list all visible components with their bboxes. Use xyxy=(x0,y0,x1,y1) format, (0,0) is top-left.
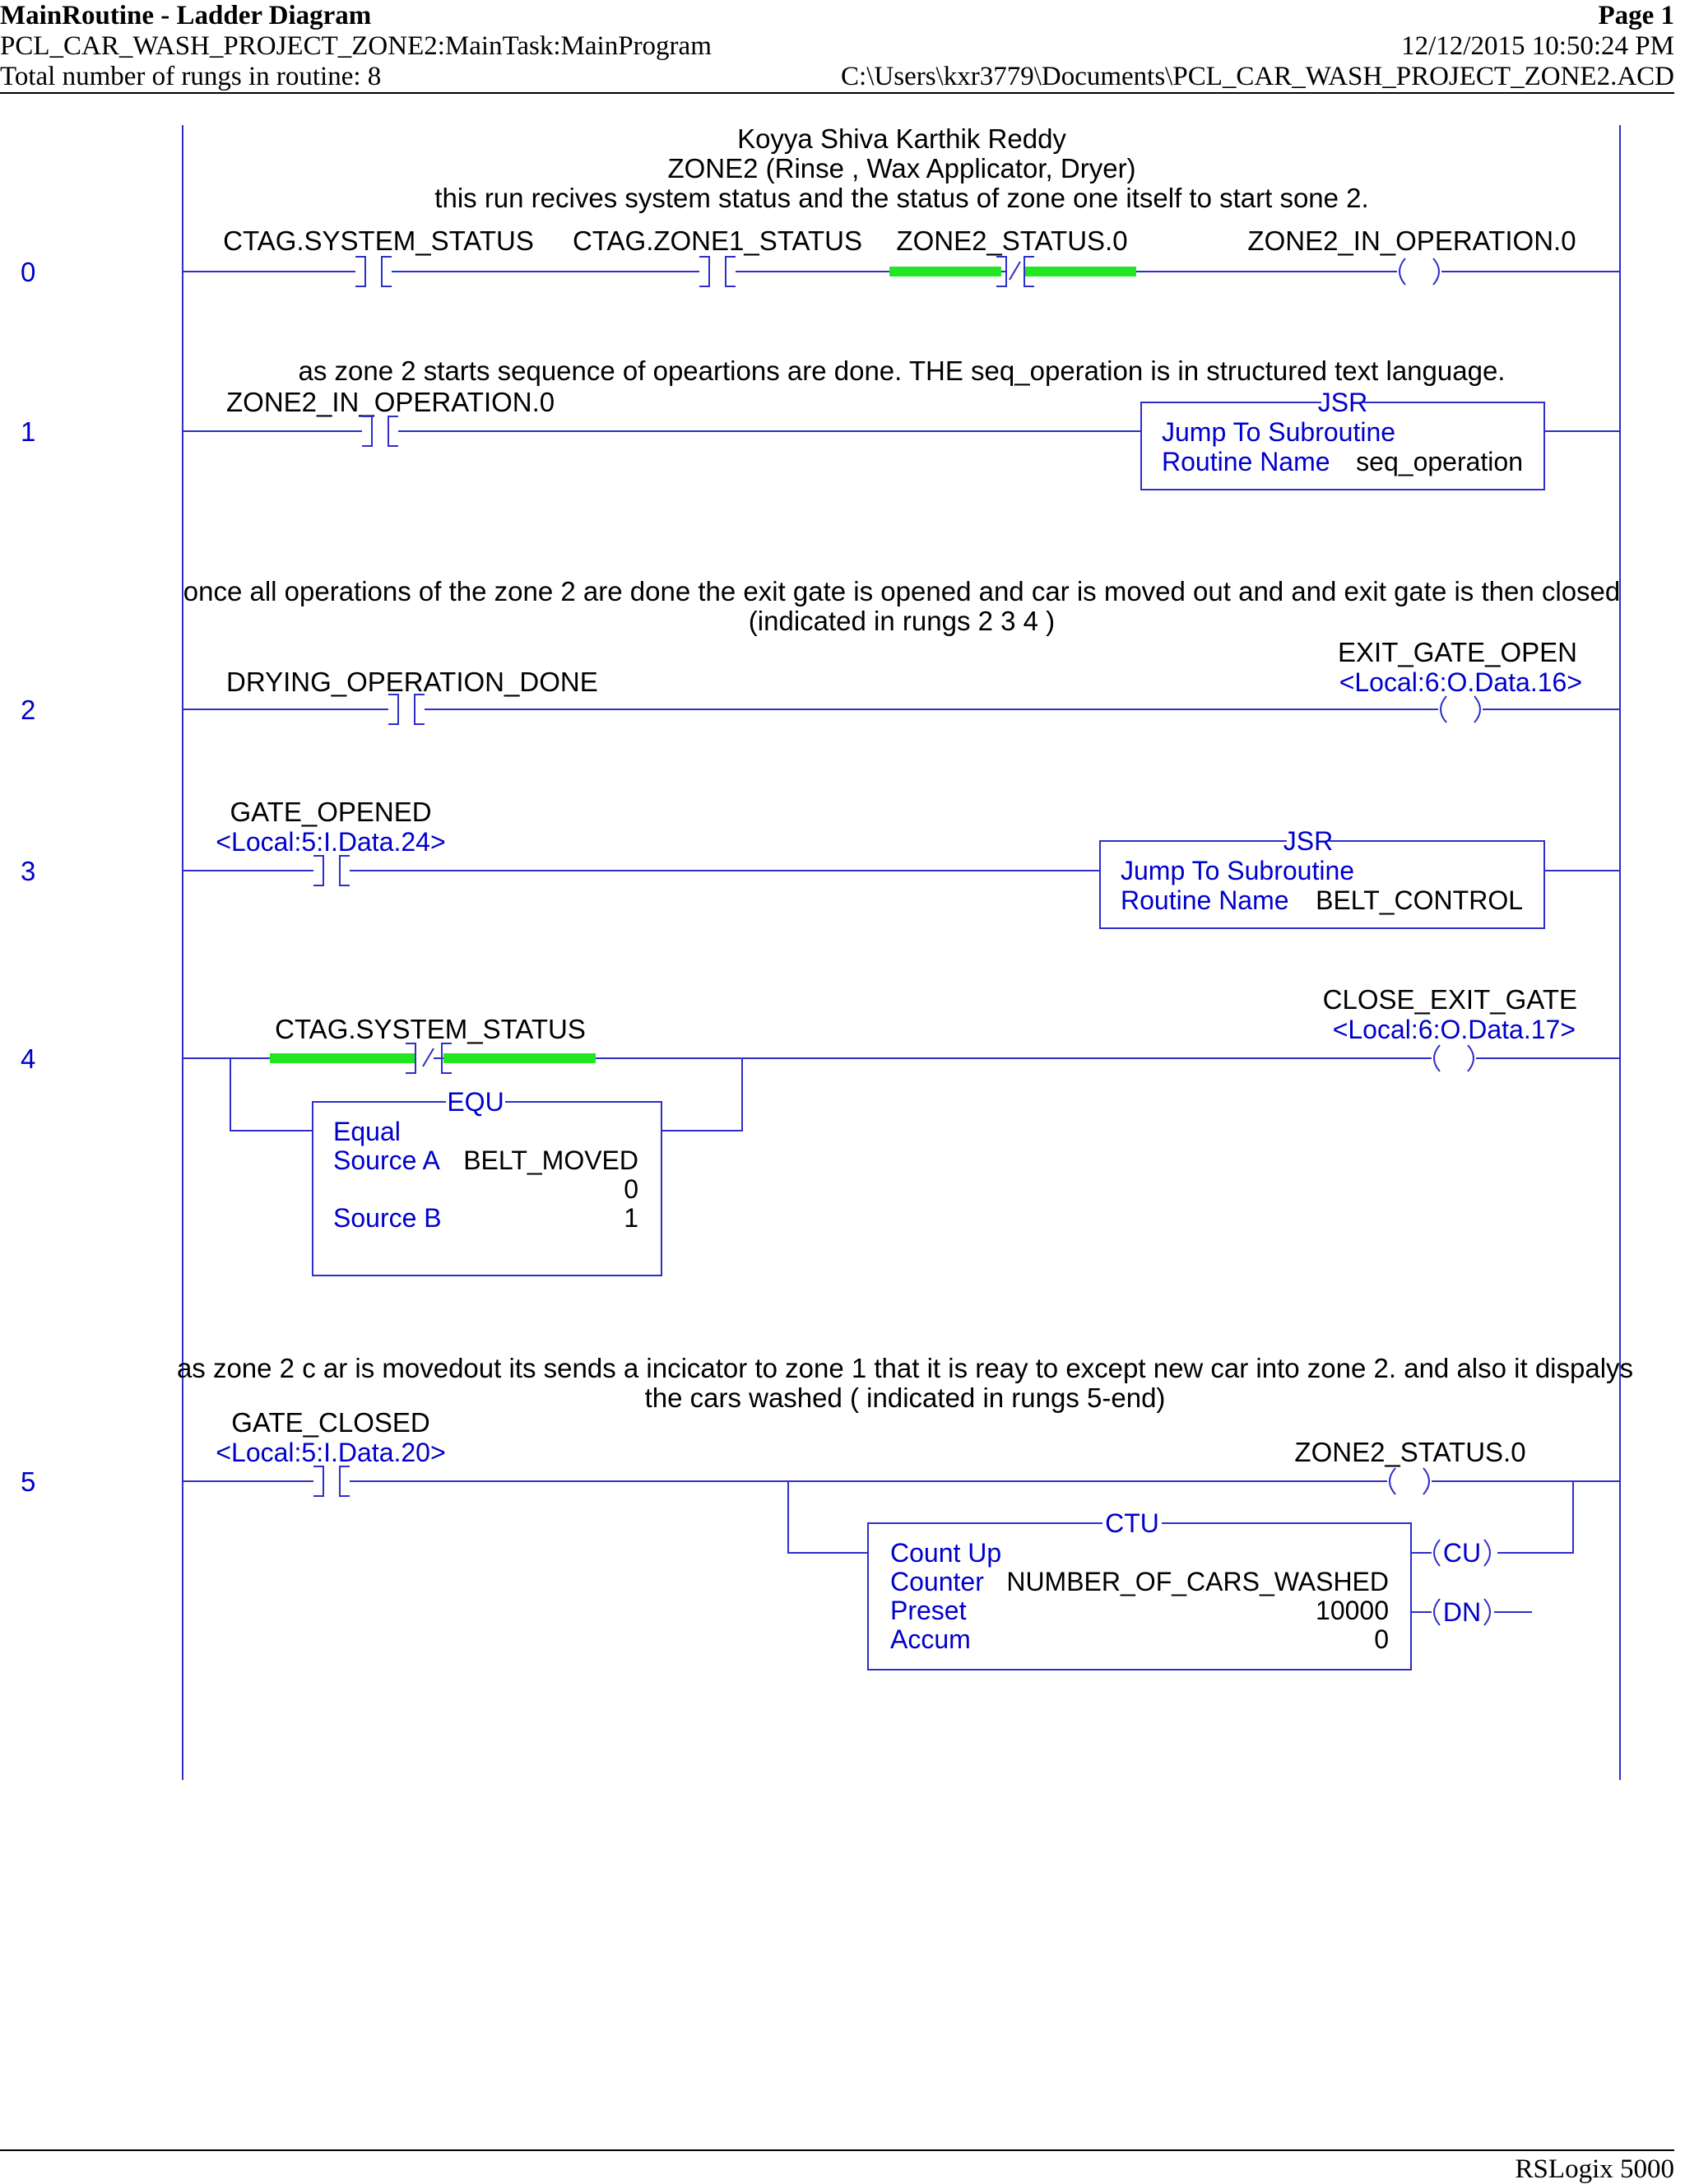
jsr-instruction[interactable] xyxy=(1100,826,1544,928)
rung-comment-line: ZONE2 (Rinse , Wax Applicator, Dryer) xyxy=(667,153,1136,184)
preset-label: Preset xyxy=(890,1596,967,1625)
footer-divider xyxy=(0,2149,1674,2151)
source-b-label: Source B xyxy=(333,1203,442,1233)
contact-tag: ZONE2_STATUS.0 xyxy=(896,225,1128,256)
xic-contact[interactable] xyxy=(216,797,445,885)
coil-address: <Local:6:O.Data.16> xyxy=(1339,667,1582,697)
coil-tag: EXIT_GATE_OPEN xyxy=(1338,637,1577,667)
rung-2[interactable] xyxy=(21,576,1620,725)
branch-wire xyxy=(788,1481,868,1553)
rung-count: Total number of rungs in routine: 8 xyxy=(0,62,382,91)
accum-value: 0 xyxy=(1374,1624,1389,1654)
instruction-title: EQU xyxy=(447,1087,504,1117)
cu-label: CU xyxy=(1442,1538,1482,1568)
accum-label: Accum xyxy=(890,1624,971,1654)
instruction-description: Jump To Subroutine xyxy=(1121,856,1355,885)
branch-wire xyxy=(661,1058,742,1131)
contact-tag: DRYING_OPERATION_DONE xyxy=(226,667,598,697)
jsr-instruction[interactable] xyxy=(1141,388,1544,490)
rung-1[interactable] xyxy=(21,355,1620,490)
xic-contact[interactable] xyxy=(226,667,598,724)
xio-contact[interactable] xyxy=(889,225,1136,286)
counter-label: Counter xyxy=(890,1567,984,1596)
source-a-tag: BELT_MOVED xyxy=(463,1145,638,1175)
xic-contact[interactable] xyxy=(223,225,534,286)
rung-3[interactable] xyxy=(21,797,1620,928)
program-path: PCL_CAR_WASH_PROJECT_ZONE2:MainTask:MainProgram xyxy=(0,31,712,61)
rung-5[interactable] xyxy=(21,1353,1633,1670)
dn-label: DN xyxy=(1442,1597,1482,1627)
cu-status-bit xyxy=(1411,1538,1490,1568)
contact-tag: ZONE2_IN_OPERATION.0 xyxy=(226,387,555,417)
contact-tag: CTAG.ZONE1_STATUS xyxy=(572,225,863,256)
coil-tag: ZONE2_STATUS.0 xyxy=(1294,1437,1526,1467)
xic-contact[interactable] xyxy=(226,387,555,446)
dn-status-bit xyxy=(1411,1597,1532,1627)
rung-number: 4 xyxy=(21,1043,36,1074)
rung-number: 3 xyxy=(21,856,36,886)
rung-comment-line: once all operations of the zone 2 are done the exit gate is opened and car is moved out and and exit gate is then closed xyxy=(183,576,1621,606)
routine-name-value: seq_operation xyxy=(1356,447,1523,476)
contact-tag: GATE_OPENED xyxy=(230,797,432,827)
coil-tag: CLOSE_EXIT_GATE xyxy=(1322,984,1577,1015)
xic-contact[interactable] xyxy=(573,225,862,286)
source-a-value: 0 xyxy=(624,1174,638,1204)
output-coil[interactable] xyxy=(1247,225,1576,285)
contact-address: <Local:5:I.Data.24> xyxy=(216,827,446,857)
instruction-title: JSR xyxy=(1283,826,1334,856)
rung-comment: as zone 2 starts sequence of opeartions are done. THE seq_operation is in structured text language. xyxy=(298,355,1506,386)
coil-address: <Local:6:O.Data.17> xyxy=(1332,1015,1576,1044)
rung-comment-line: the cars washed ( indicated in rungs 5-end) xyxy=(644,1382,1166,1413)
equ-instruction[interactable] xyxy=(313,1087,661,1276)
source-b-value: 1 xyxy=(624,1203,638,1233)
rung-number: 2 xyxy=(21,695,36,725)
rung-number: 1 xyxy=(21,416,36,447)
routine-name-label: Routine Name xyxy=(1121,885,1289,915)
source-a-label: Source A xyxy=(333,1145,440,1175)
instruction-description: Jump To Subroutine xyxy=(1162,417,1396,447)
rung-comment-line: this run recives system status and the status of zone one itself to start sone 2. xyxy=(434,183,1369,213)
preset-value: 10000 xyxy=(1316,1596,1389,1625)
instruction-title: CTU xyxy=(1105,1508,1159,1538)
instruction-description: Equal xyxy=(333,1117,401,1146)
coil-tag: ZONE2_IN_OPERATION.0 xyxy=(1247,225,1576,256)
rung-comment-line: Koyya Shiva Karthik Reddy xyxy=(737,123,1066,154)
rung-4[interactable] xyxy=(21,984,1620,1276)
ctu-instruction[interactable] xyxy=(868,1508,1532,1670)
branch-wire xyxy=(1497,1481,1573,1553)
branch-wire xyxy=(230,1058,313,1131)
contact-address: <Local:5:I.Data.20> xyxy=(216,1438,446,1467)
rung-number: 0 xyxy=(21,257,36,287)
routine-name-value: BELT_CONTROL xyxy=(1316,885,1523,915)
output-coil[interactable] xyxy=(1294,1437,1525,1494)
software-name: RSLogix 5000 xyxy=(1515,2154,1674,2184)
contact-tag: CTAG.SYSTEM_STATUS xyxy=(223,225,534,256)
counter-value: NUMBER_OF_CARS_WASHED xyxy=(1006,1567,1389,1596)
rung-number: 5 xyxy=(21,1466,36,1497)
rung-0[interactable] xyxy=(21,123,1620,287)
rung-comment-line: as zone 2 c ar is movedout its sends a incicator to zone 1 that it is reay to except new car into zone 2. and also it dispalys xyxy=(176,1353,1634,1383)
report-timestamp: 12/12/2015 10:50:24 PM xyxy=(1401,31,1674,61)
routine-name-label: Routine Name xyxy=(1162,447,1330,476)
report-title: MainRoutine - Ladder Diagram xyxy=(0,1,372,30)
xic-contact[interactable] xyxy=(216,1407,445,1496)
contact-tag: GATE_CLOSED xyxy=(231,1407,430,1438)
instruction-title: JSR xyxy=(1317,388,1368,417)
page-number: Page 1 xyxy=(1598,1,1674,30)
xio-contact[interactable] xyxy=(270,1014,596,1073)
rung-comment-line: (indicated in rungs 2 3 4 ) xyxy=(748,606,1056,636)
instruction-description: Count Up xyxy=(890,1538,1002,1568)
project-file-path: C:\Users\kxr3779\Documents\PCL_CAR_WASH_PROJECT_ZONE2.ACD xyxy=(841,62,1674,91)
contact-tag: CTAG.SYSTEM_STATUS xyxy=(275,1014,586,1044)
